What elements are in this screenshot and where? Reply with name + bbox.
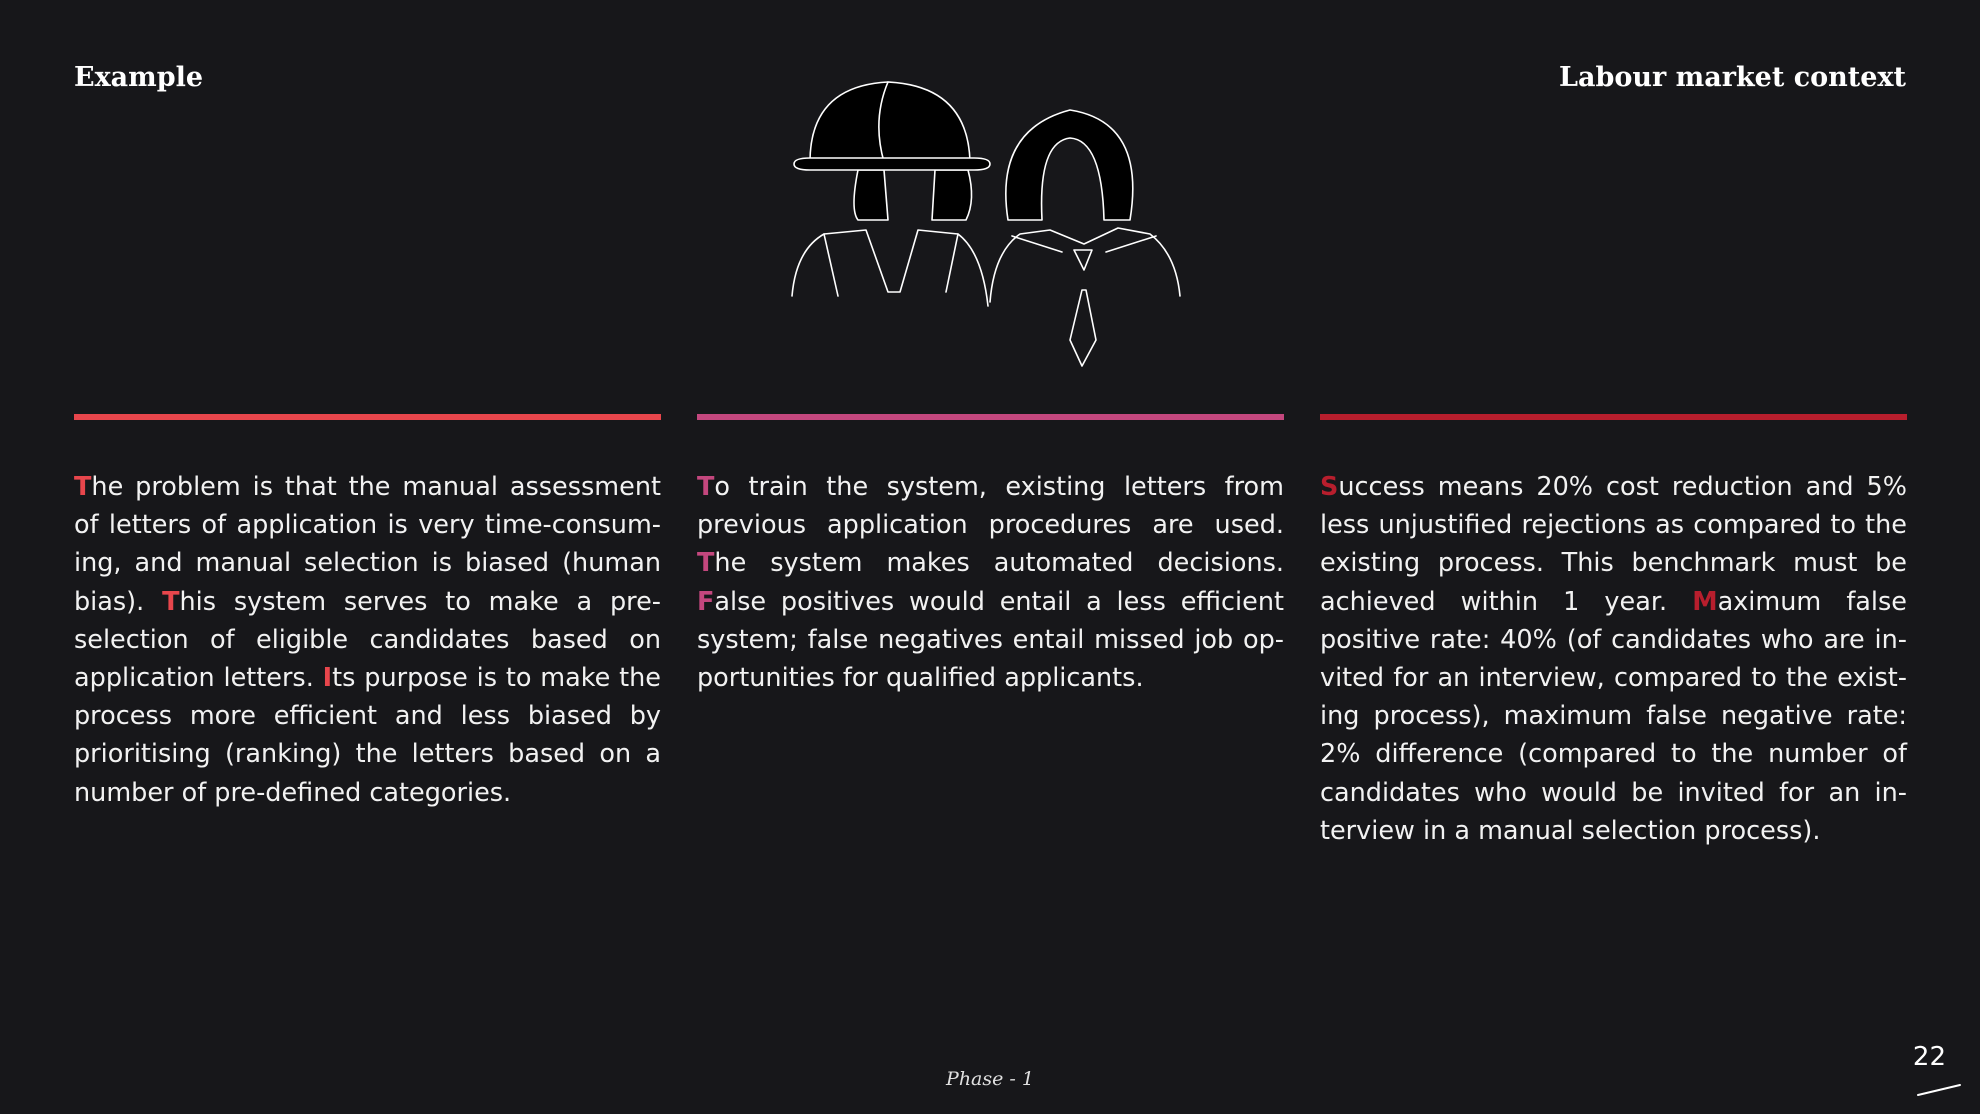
context-title: Labour market context xyxy=(1559,62,1906,93)
text-segment: aximum false positive rate: 40% (of candidates who are invited for an interview, compared to the existing process), maximum false negative rate: 2% difference (compared to the number of candidates who would be invited for an interview in a manual selection process). xyxy=(1320,586,1907,846)
column-divider xyxy=(74,414,661,420)
training-column xyxy=(697,414,1284,697)
page-number: 22 xyxy=(1912,1042,1946,1072)
success-column xyxy=(1320,414,1907,850)
text-segment: o train the system, existing letters from previous application procedures are used. xyxy=(697,472,1284,541)
column-divider xyxy=(697,414,1284,420)
drop-initial: M xyxy=(1692,586,1718,617)
problem-column xyxy=(74,414,661,812)
drop-initial: S xyxy=(1320,472,1339,502)
training-text xyxy=(697,468,1284,697)
text-segment: his system serves to make a pre-selection of eligible candidates based on application letters. xyxy=(74,586,661,694)
text-segment: he problem is that the manual assessment of letters of application is very time-consuming, and manual selection is biased (human bias). xyxy=(74,472,661,617)
success-text xyxy=(1320,468,1907,850)
drop-initial: T xyxy=(162,586,180,617)
text-segment: ts purpose is to make the process more efficient and less biased by prioritising (ranking) the letters based on a number of pre-defined categories. xyxy=(74,663,661,808)
column-divider xyxy=(1320,414,1907,420)
text-segment: uccess means 20% cost reduction and 5% less unjustified rejections as compared to the existing process. This benchmark must be achieved within 1 year. xyxy=(1320,472,1907,617)
drop-initial: T xyxy=(697,472,715,502)
workers-icon xyxy=(780,70,1200,380)
drop-initial: T xyxy=(74,472,92,502)
drop-initial: F xyxy=(697,586,715,617)
problem-text xyxy=(74,468,661,812)
phase-label: Phase - 1 xyxy=(946,1068,1034,1090)
drop-initial: T xyxy=(697,548,715,579)
section-label: Example xyxy=(74,62,204,93)
text-segment: alse positives would entail a less efficient system; false negatives entail missed job opportunities for qualified applicants. xyxy=(697,586,1284,694)
drop-initial: I xyxy=(322,663,333,694)
text-segment: he system makes automated decisions. xyxy=(714,548,1284,579)
page-number-underline xyxy=(1916,1082,1962,1098)
